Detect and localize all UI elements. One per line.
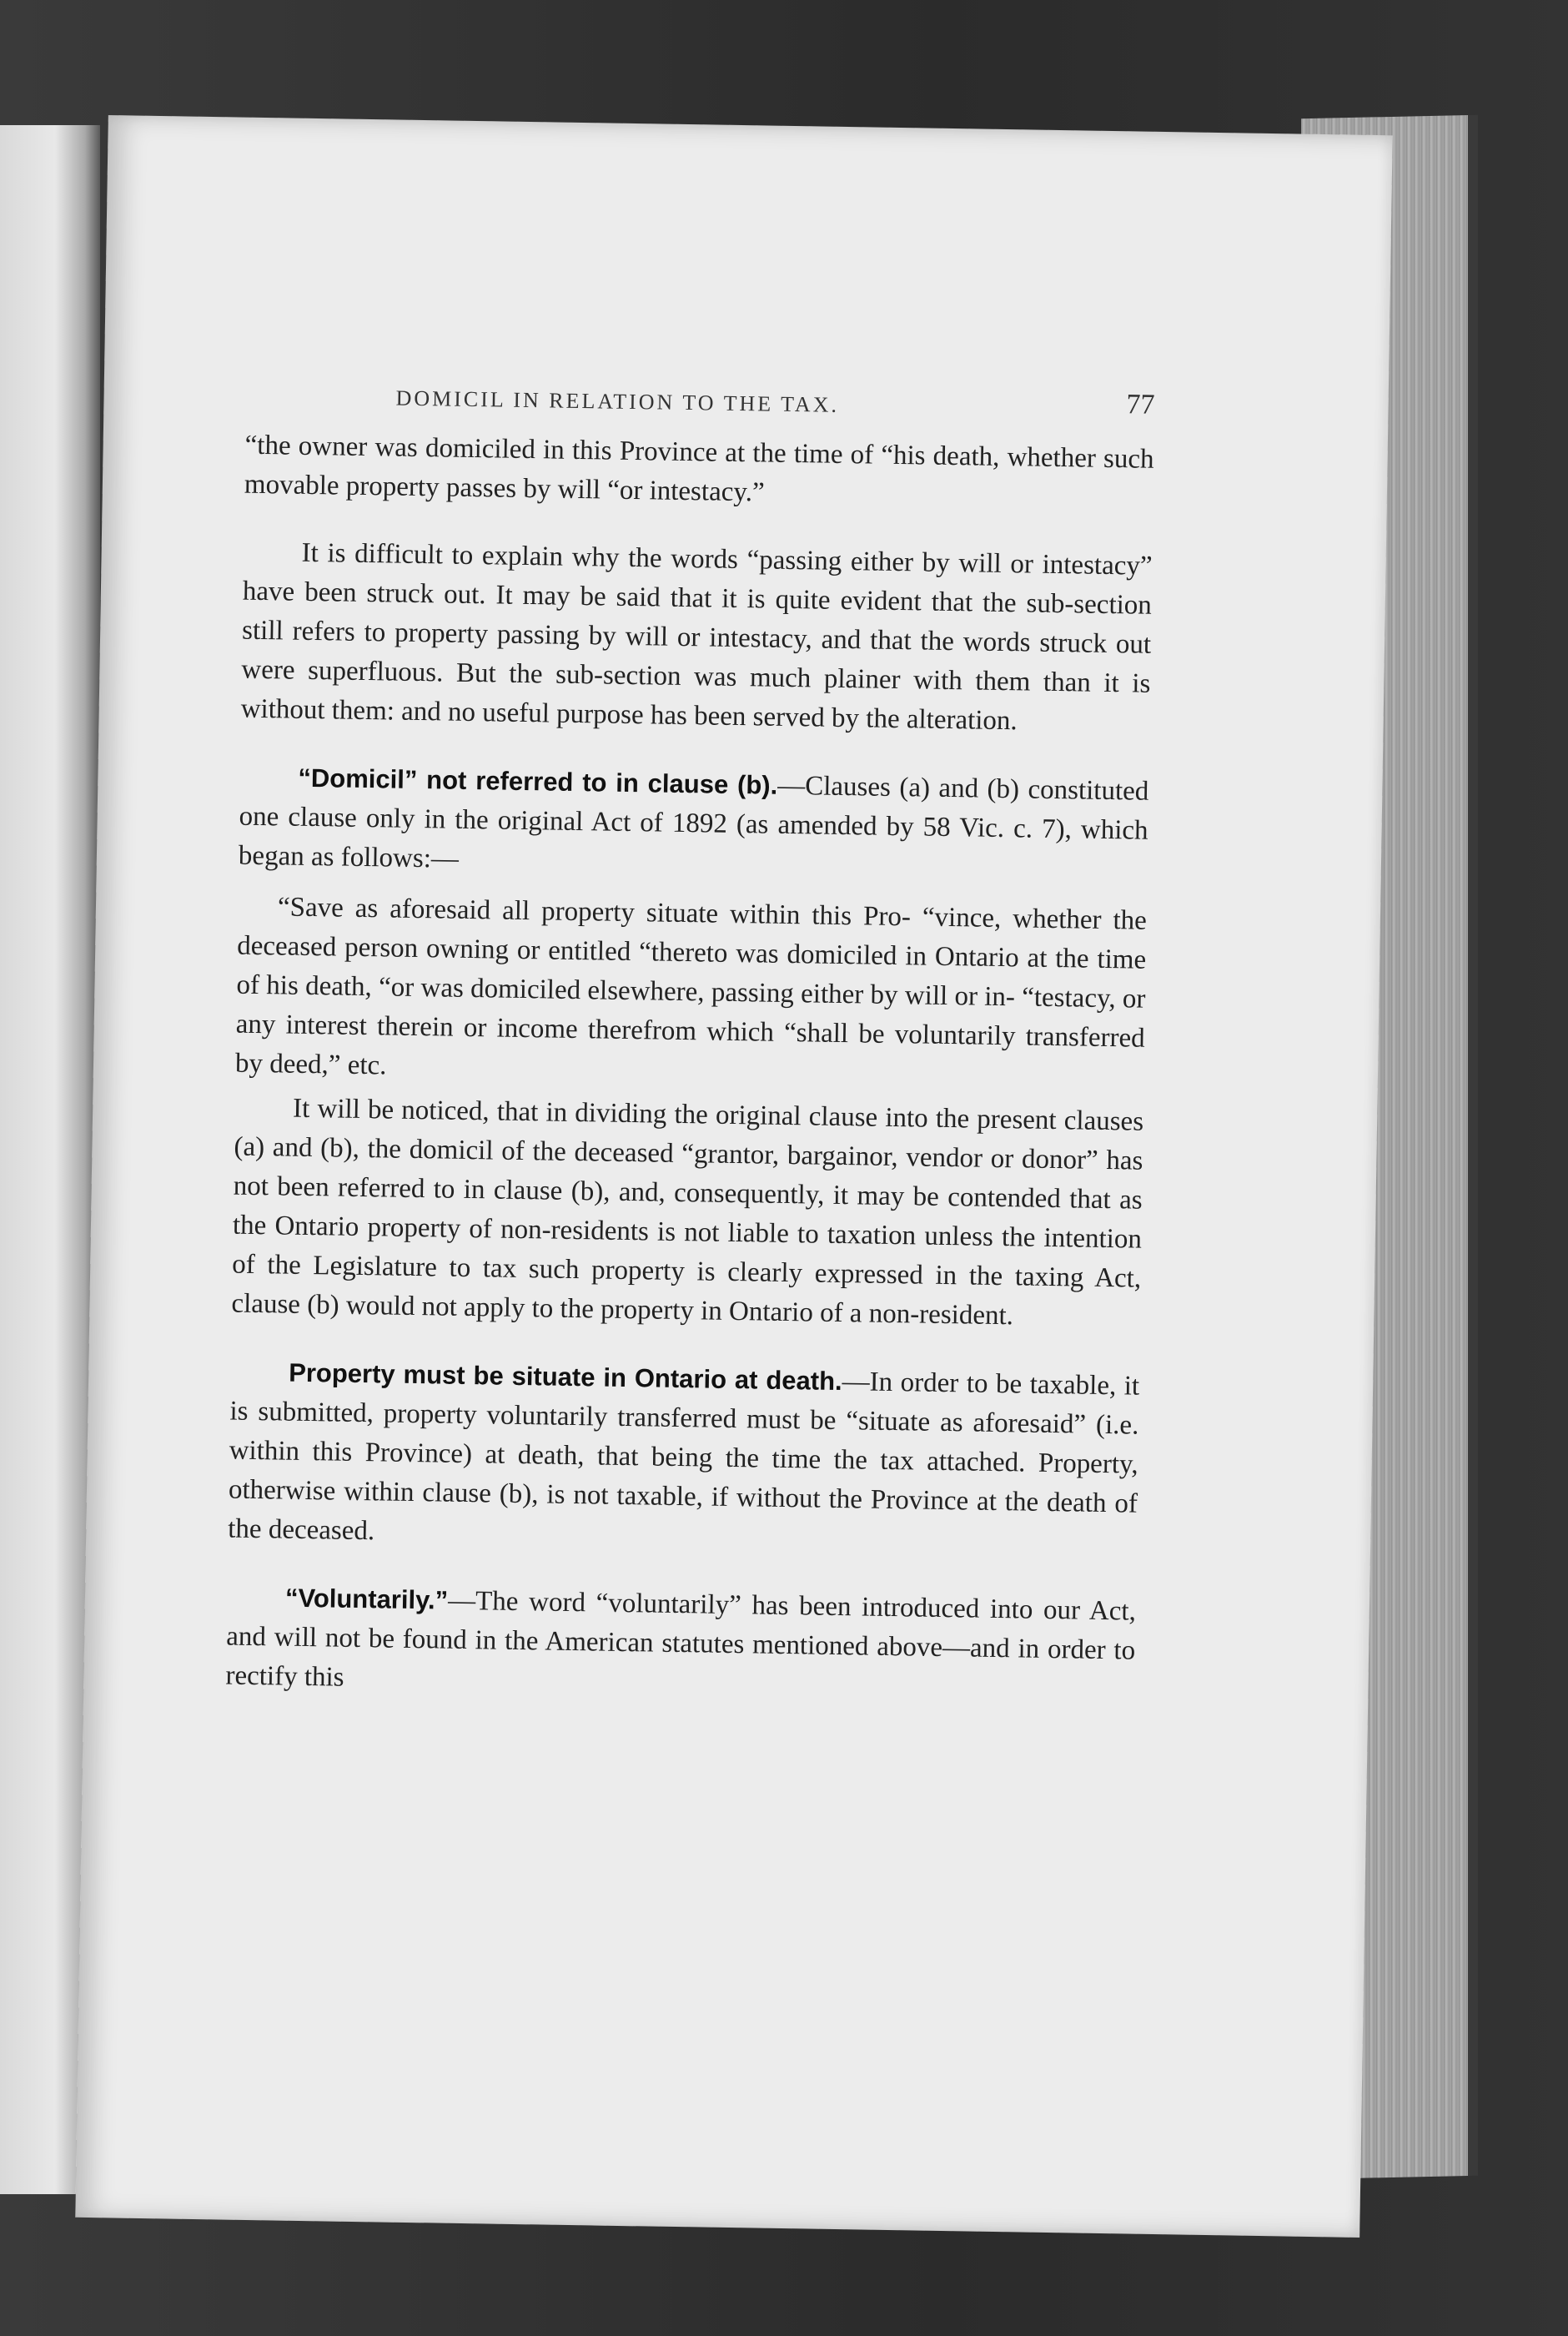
section-body-situate: —In order to be taxable, it is submitted, property voluntarily transferred must be “situate as aforesaid” (i.e. within this Province) at death, that being the time the tax attached. Property, otherwise within clause (b), is not taxable, if without the Province at the death of the deceased. <box>228 1367 1140 1547</box>
section-situate <box>228 1352 1140 1563</box>
section-heading-voluntarily: “Voluntarily.” <box>284 1583 449 1615</box>
paragraph-noticed: It will be noticed, that in dividing the original clause into the present clauses (a) and (b), the domicil of the deceased “grantor, bargainor, vendor or donor” has not been referred to in clause (b), and, consequently, it may be contended that as the Ontario property of non-residents is not liable to taxation unless the intention of the Legislature to tax such property is clearly expressed in the taxing Act, clause (b) would not apply to the property in Ontario of a non-resident. <box>231 1093 1144 1332</box>
paragraph-difficult: It is difficult to explain why the words “passing either by will or intestacy” have been struck out. It may be said that it is quite evident that the sub-section still refers to property passing by will or intestacy, and that the words struck out were superfluous. But the sub-section was much plainer with them than it is without them: and no useful purpose has been served by the alteration. <box>240 537 1153 737</box>
section-heading-situate: Property must be situate in Ontario at death. <box>288 1357 842 1397</box>
section-voluntarily <box>225 1578 1136 1710</box>
paragraph-continued-quote: “the owner was domiciled in this Province at the time of “his death, whether such movable property passes by will “or intestacy.” <box>244 430 1154 508</box>
page-content <box>225 368 1155 1722</box>
running-title: DOMICIL IN RELATION TO THE TAX. <box>395 385 840 417</box>
section-body-voluntarily: —The word “voluntarily” has been introduced into our Act, and will not be found in the American statutes mentioned above—and in order to rectify this <box>225 1585 1137 1693</box>
section-domicil <box>239 758 1149 890</box>
book-page <box>75 115 1392 2238</box>
page-number: 77 <box>1126 389 1155 420</box>
section-heading-domicil: “Domicil” not referred to in clause (b). <box>298 763 778 800</box>
quoted-statute: “Save as aforesaid all property situate within this Pro- “vince, whether the deceased person owning or entitled “thereto was domiciled in Ontario at the time of his death, “or was domiciled elsewhere, passing either by will or in- “testacy, or any interest therein or income therefrom which “shall be voluntarily transferred by deed,” etc. <box>234 892 1148 1081</box>
section-body-domicil: —Clauses (a) and (b) constituted one clause only in the original Act of 1892 (as amended by 58 Vic. c. 7), which began as follows:— <box>238 770 1149 874</box>
